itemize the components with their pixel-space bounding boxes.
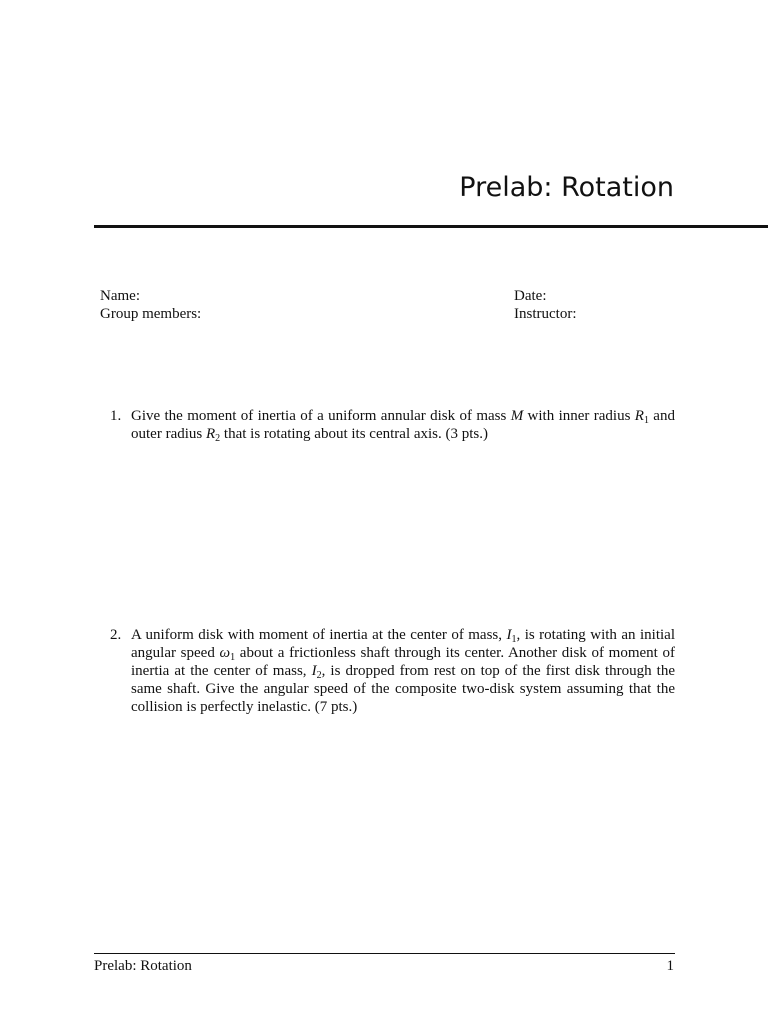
instructor-label: Instructor: — [514, 305, 577, 322]
question-item — [100, 626, 675, 716]
date-label: Date: — [514, 288, 547, 304]
group-members-label: Group members: — [100, 305, 202, 322]
footer-divider — [94, 953, 675, 954]
document-title: Prelab: Rotation — [459, 172, 674, 203]
question-number: 2. — [110, 627, 122, 643]
page-number: 1 — [666, 958, 674, 974]
math-symbol: R — [205, 426, 216, 442]
info-left-column — [100, 288, 201, 323]
math-symbol: M — [510, 408, 524, 424]
title-divider — [94, 225, 768, 228]
math-symbol: ω — [219, 645, 231, 661]
math-subscript: 1 — [511, 634, 517, 645]
math-symbol: I — [506, 627, 512, 643]
question-item — [100, 407, 675, 443]
question-text: A uniform disk with moment of inertia at the center of mass, $I_1$, is rotating with an initial angular speed $\omega_1$ about a frictionless shaft through its center. Another disk of moment of inertia at the center of mass, $I_2$, is dropped from rest on top of the first disk through the same shaft. Give the angular speed of the composite two-disk system assuming that the collision is perfectly inelastic. (7 pts.) — [131, 627, 675, 715]
math-subscript: 2 — [215, 433, 221, 444]
info-right-column — [514, 288, 576, 323]
math-subscript: 1 — [230, 652, 236, 663]
question-number: 1. — [110, 408, 122, 424]
math-symbol: R — [634, 408, 644, 424]
question-text: Give the moment of inertia of a uniform annular disk of mass M with inner radius $R_1$ and outer radius $R_2$ that is rotating about its central axis. (3 pts.) — [131, 408, 675, 444]
math-subscript: 1 — [643, 415, 649, 426]
math-symbol: I — [311, 663, 317, 679]
footer-title: Prelab: Rotation — [94, 958, 192, 974]
name-label: Name: — [100, 288, 140, 304]
math-subscript: 2 — [316, 670, 322, 681]
